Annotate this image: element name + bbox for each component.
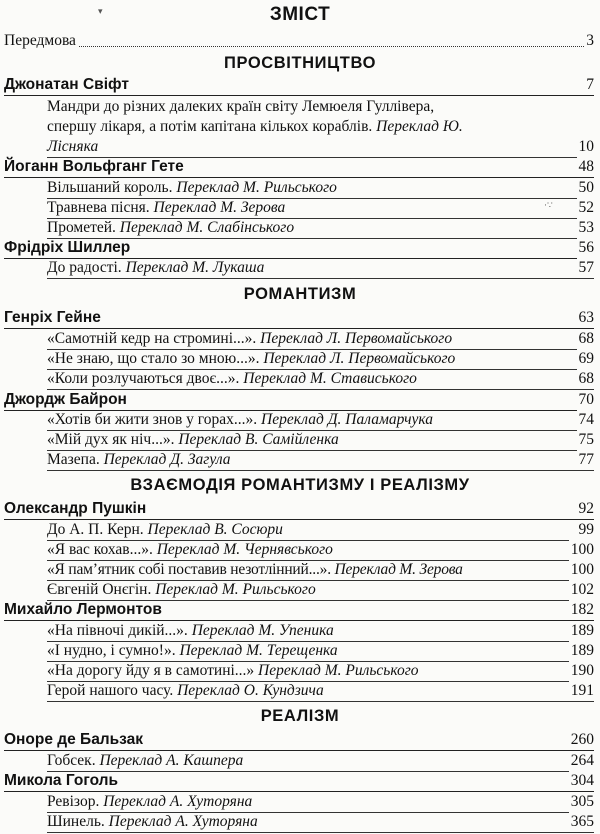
entry-title: «Я вас кохав...».: [47, 541, 157, 558]
page-number: 7: [586, 76, 594, 93]
page-number: 182: [570, 601, 594, 618]
entry-title: До радості.: [47, 259, 126, 276]
page-number: 48: [578, 158, 594, 175]
author-goethe[interactable]: [4, 157, 594, 178]
translator: Переклад М. Рильського: [176, 179, 337, 196]
entry-title: До А. П. Керн.: [47, 521, 148, 538]
translator: Переклад В. Сосюри: [147, 521, 283, 538]
page-number: 99: [578, 521, 594, 538]
entry-title: Травнева пісня.: [47, 199, 154, 216]
entry-title: Шинель.: [47, 813, 109, 830]
translator: Переклад А. Хуторяна: [108, 813, 258, 830]
toc-entry-gulliver[interactable]: [47, 137, 594, 158]
translator: Переклад М. Зерова: [334, 561, 463, 578]
page-number: 50: [578, 179, 594, 196]
translator: Переклад М. Зерова: [153, 199, 286, 216]
page-number: 57: [578, 259, 594, 276]
author-byron[interactable]: [4, 390, 594, 411]
entry-title: спершу лікаря, а потім капітана кількох кораблів.: [47, 118, 377, 135]
page-number: 77: [578, 451, 594, 468]
page-number: 68: [578, 330, 594, 347]
page-number: 102: [570, 581, 594, 598]
author-name: Михайло Лермонтов: [4, 601, 162, 618]
page-number: 52: [578, 199, 594, 216]
translator: Переклад Л. Первомайського: [260, 330, 453, 347]
toc-entry-gulliver-line1: Мандри до різних далеких країн світу Лемюеля Гуллівера,: [47, 98, 435, 115]
translator: Переклад А. Кашпера: [99, 752, 244, 769]
scan-mark: ▾: [98, 6, 103, 16]
page-number: 100: [570, 541, 594, 558]
page-number: 3: [586, 32, 594, 49]
translator: Переклад М. Стависького: [243, 370, 417, 387]
toc-entry[interactable]: [47, 812, 594, 833]
toc-entry[interactable]: [47, 520, 594, 541]
page-number: 69: [578, 350, 594, 367]
translator: Переклад Ю.: [376, 118, 463, 135]
translator: Переклад М. Рильського: [155, 581, 316, 598]
section-heading-romanticism: РОМАНТИЗМ: [243, 285, 357, 303]
page-number: 304: [570, 772, 594, 789]
toc-entry-gulliver-line2: [47, 117, 463, 137]
entry-title: «Я пам’ятник собі поставив незотлінний...».: [47, 561, 335, 578]
entry-title: «Самотній кедр на стромині...».: [47, 330, 261, 347]
translator: Переклад А. Хуторяна: [103, 793, 253, 810]
author-name: Фрідріх Шиллер: [4, 239, 131, 256]
page-number: 68: [578, 370, 594, 387]
translator: Переклад М. Слабінського: [119, 219, 295, 236]
translator: Переклад М. Терещенка: [179, 642, 338, 659]
page-number: 100: [570, 561, 594, 578]
toc-entry[interactable]: [47, 580, 594, 601]
page-number: 10: [578, 138, 594, 155]
toc-entry[interactable]: [47, 410, 594, 431]
entry-title: Вільшаний король.: [47, 179, 177, 196]
author-balzac[interactable]: [4, 730, 594, 751]
entry-title: «Не знаю, що стало зо мною...».: [47, 350, 264, 367]
author-lermontov[interactable]: [4, 600, 594, 621]
author-pushkin[interactable]: [4, 499, 594, 520]
entry-title: «Коли розлучаються двоє...».: [47, 370, 244, 387]
toc-entry[interactable]: [47, 329, 594, 350]
author-name: Йоганн Вольфганг Гете: [4, 158, 184, 175]
toc-entry[interactable]: [47, 369, 594, 390]
page-number: 264: [570, 752, 594, 769]
toc-entry[interactable]: [47, 349, 594, 370]
page-number: 53: [578, 219, 594, 236]
toc-entry[interactable]: [47, 751, 594, 772]
translator: Переклад Д. Паламарчука: [261, 411, 434, 428]
author-name: Микола Гоголь: [4, 772, 119, 789]
toc-entry[interactable]: [47, 450, 594, 471]
author-name: Джордж Байрон: [4, 391, 127, 408]
translator: Лісняка: [47, 138, 99, 155]
page-number: 189: [570, 622, 594, 639]
toc-entry[interactable]: [47, 560, 594, 581]
toc-entry[interactable]: [47, 792, 594, 813]
toc-entry[interactable]: [47, 661, 594, 682]
page-number: 56: [578, 239, 594, 256]
translator: Переклад М. Рильського: [258, 662, 419, 679]
scan-mark: ·∵: [544, 200, 553, 210]
author-swift[interactable]: [4, 75, 594, 96]
author-name: Генріх Гейне: [4, 309, 101, 326]
translator: Переклад Л. Первомайського: [263, 350, 456, 367]
author-heine[interactable]: [4, 308, 594, 329]
section-heading-interaction: ВЗАЄМОДІЯ РОМАНТИЗМУ І РЕАЛІЗМУ: [130, 476, 470, 494]
page-number: 191: [570, 682, 594, 699]
entry-title: «На півночі дикій...».: [47, 622, 192, 639]
page-number: 92: [578, 500, 594, 517]
entry-title: Герой нашого часу.: [47, 682, 178, 699]
page-title: ЗМІСТ: [269, 4, 331, 25]
author-name: Олександр Пушкін: [4, 500, 147, 517]
entry-title: «І нудно, і сумно!».: [47, 642, 180, 659]
section-heading-enlightenment: ПРОСВІТНИЦТВО: [223, 54, 377, 72]
page-number: 189: [570, 642, 594, 659]
entry-title: Євгеній Онєгін.: [47, 581, 156, 598]
translator: Переклад М. Лукаша: [125, 259, 265, 276]
translator: Переклад Д. Загула: [103, 451, 231, 468]
entry-title: Мазепа.: [47, 451, 104, 468]
entry-title: «Хотів би жити знов у горах...».: [47, 411, 262, 428]
entry-title: Ревізор.: [47, 793, 104, 810]
page-number: 70: [578, 391, 594, 408]
toc-entry[interactable]: [47, 681, 594, 702]
section-heading-realism: РЕАЛІЗМ: [260, 707, 340, 725]
page-number: 190: [570, 662, 594, 679]
toc-entry[interactable]: [47, 218, 594, 239]
translator: Переклад М. Упеника: [191, 622, 334, 639]
toc-entry[interactable]: [47, 178, 594, 199]
toc-entry[interactable]: [47, 641, 594, 662]
translator: Переклад О. Кундзича: [177, 682, 324, 699]
toc-entry[interactable]: [47, 258, 594, 279]
author-gogol[interactable]: [4, 771, 594, 792]
author-name: Оноре де Бальзак: [4, 731, 144, 748]
page-number: 260: [570, 731, 594, 748]
toc-entry[interactable]: [47, 621, 594, 642]
author-schiller[interactable]: [4, 238, 594, 259]
entry-title: «Мій дух як ніч...».: [47, 431, 179, 448]
toc-entry[interactable]: [47, 198, 594, 219]
author-name: Джонатан Свіфт: [4, 76, 129, 93]
toc-entry[interactable]: [47, 430, 594, 451]
page-number: 365: [570, 813, 594, 830]
leader-dots: [4, 46, 594, 47]
entry-title: «На дорогу йду я в самотині...»: [47, 662, 259, 679]
page-number: 75: [578, 431, 594, 448]
page-number: 305: [570, 793, 594, 810]
entry-title: Гобсек.: [47, 752, 100, 769]
entry-title: Прометей.: [47, 219, 120, 236]
page-number: 63: [578, 309, 594, 326]
translator: Переклад В. Самійленка: [178, 431, 339, 448]
toc-entry[interactable]: [47, 540, 594, 561]
page-number: 74: [578, 411, 594, 428]
toc-entry-preface[interactable]: [4, 31, 594, 51]
entry-title: Передмова: [4, 31, 79, 51]
translator: Переклад М. Чернявського: [156, 541, 333, 558]
